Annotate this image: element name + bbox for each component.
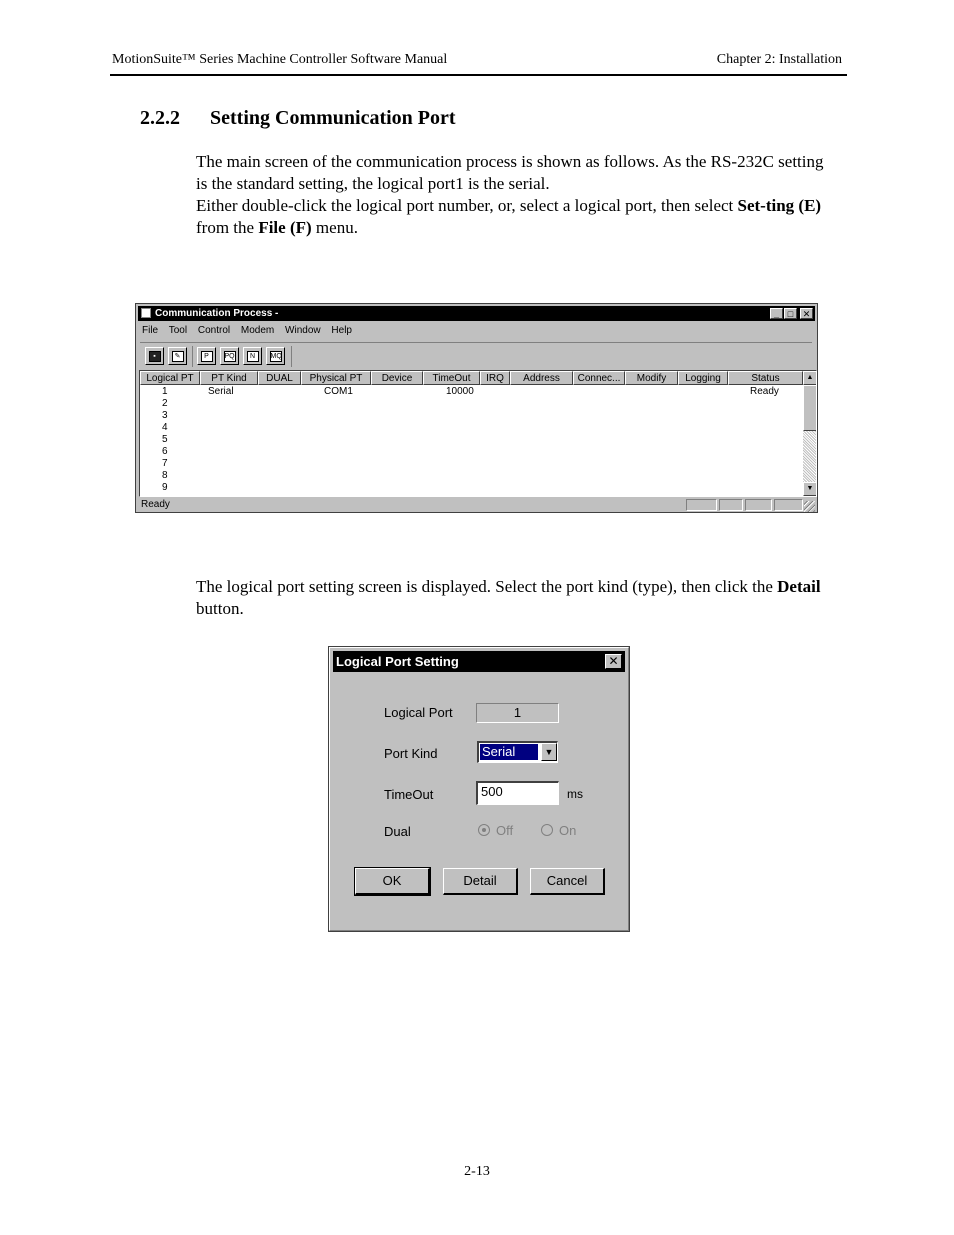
paragraph-intro-from: from the	[196, 218, 259, 237]
cell-status: Ready	[750, 386, 779, 397]
timeout-input[interactable]: 500	[476, 781, 559, 805]
paragraph-dialog-end: button.	[196, 599, 244, 618]
vertical-scrollbar[interactable]	[803, 371, 817, 496]
paragraph-dialog-text: The logical port setting screen is displayed. Select the port kind (type), then click the	[196, 577, 778, 596]
cell-physical-pt: COM1	[324, 386, 353, 397]
menu-control[interactable]: Control	[197, 325, 231, 336]
col-irq[interactable]: IRQ	[480, 371, 510, 385]
menu-bar	[142, 325, 360, 336]
setting-menu-ref: Set-ting (E)	[737, 196, 822, 215]
window-title: Communication Process -	[155, 308, 279, 319]
col-logical-pt[interactable]: Logical PT	[140, 371, 200, 385]
col-pt-kind[interactable]: PT Kind	[200, 371, 258, 385]
minimize-icon[interactable]: _	[770, 308, 783, 319]
section-title: Setting Communication Port	[210, 107, 456, 129]
cell-logical-pt: 1	[162, 386, 168, 397]
communication-process-window	[135, 303, 818, 513]
status-panel	[686, 499, 717, 511]
paragraph-intro-end: menu.	[311, 218, 358, 237]
list-item[interactable]: 6	[162, 446, 168, 457]
status-panel	[774, 499, 803, 511]
col-timeout[interactable]: TimeOut	[423, 371, 480, 385]
port-kind-value: Serial	[480, 744, 538, 760]
timeout-unit: ms	[567, 787, 583, 801]
status-text: Ready	[141, 499, 170, 510]
header-rule	[110, 74, 847, 76]
p-icon[interactable]: P	[197, 347, 216, 365]
maximize-icon[interactable]: □	[784, 308, 797, 319]
dual-label: Dual	[384, 824, 411, 839]
list-item[interactable]: 2	[162, 398, 168, 409]
page-number: 2-13	[464, 1164, 490, 1179]
cell-timeout: 10000	[446, 386, 474, 397]
resize-grip-icon[interactable]	[804, 501, 815, 512]
menu-window[interactable]: Window	[285, 325, 321, 336]
section-number: 2.2.2	[140, 107, 180, 129]
chevron-down-icon[interactable]: ▼	[541, 743, 557, 761]
col-physical-pt[interactable]: Physical PT	[301, 371, 371, 385]
section-heading	[140, 107, 456, 130]
scroll-down-icon[interactable]: ▼	[803, 482, 817, 496]
scroll-thumb[interactable]	[803, 385, 817, 431]
detail-button[interactable]: Detail	[443, 868, 518, 895]
logical-port-label: Logical Port	[384, 705, 453, 720]
mq-icon[interactable]: MQ	[266, 347, 285, 365]
list-item[interactable]: 7	[162, 458, 168, 469]
col-modify[interactable]: Modify	[625, 371, 678, 385]
dialog-title-bar[interactable]	[333, 651, 625, 672]
cancel-button[interactable]: Cancel	[530, 868, 605, 895]
ok-button[interactable]: OK	[355, 868, 430, 895]
paragraph-dialog	[196, 576, 836, 620]
menu-file[interactable]: File	[142, 325, 159, 336]
menu-help[interactable]: Help	[331, 325, 352, 336]
paragraph-intro-line1: The main screen of the communication process is shown as follows. As the RS-232C setting is the standard setting, the logical port1 is the serial.	[196, 152, 824, 193]
col-device[interactable]: Device	[371, 371, 423, 385]
detail-button-ref: Detail	[777, 577, 821, 596]
file-menu-ref: File (F)	[258, 218, 312, 237]
col-logging[interactable]: Logging	[678, 371, 728, 385]
toolbar	[140, 342, 812, 371]
list-item[interactable]: 9	[162, 482, 168, 493]
save-icon[interactable]: ▪	[145, 347, 164, 365]
list-item[interactable]: 5	[162, 434, 168, 445]
n-icon[interactable]: N	[243, 347, 262, 365]
status-panel	[745, 499, 772, 511]
app-icon	[141, 308, 151, 318]
paragraph-intro	[196, 151, 836, 239]
logical-port-list[interactable]	[139, 370, 817, 497]
scroll-track[interactable]	[803, 431, 817, 482]
dual-on-label: On	[559, 823, 577, 838]
close-icon[interactable]: ✕	[605, 654, 622, 669]
edit-icon[interactable]: ✎	[168, 347, 187, 365]
scroll-up-icon[interactable]: ▲	[803, 371, 817, 385]
logical-port-field: 1	[476, 703, 559, 723]
dual-off-label: Off	[496, 823, 514, 838]
cell-pt-kind: Serial	[208, 386, 234, 397]
dialog-title: Logical Port Setting	[336, 654, 459, 669]
list-item[interactable]: 3	[162, 410, 168, 421]
menu-modem[interactable]: Modem	[240, 325, 275, 336]
list-item[interactable]: 4	[162, 422, 168, 433]
col-connec[interactable]: Connec...	[573, 371, 625, 385]
status-bar	[139, 498, 815, 512]
paragraph-intro-line2: Either double-click the logical port number, or, select a logical port, then select	[196, 196, 738, 215]
status-panel	[719, 499, 743, 511]
window-title-bar[interactable]	[138, 306, 815, 321]
list-item[interactable]: 8	[162, 470, 168, 481]
port-kind-label: Port Kind	[384, 746, 438, 761]
col-status[interactable]: Status	[728, 371, 803, 385]
running-header-chapter: Chapter 2: Installation	[716, 52, 842, 67]
close-icon[interactable]: ✕	[800, 308, 813, 319]
port-kind-select[interactable]	[477, 741, 558, 763]
pq-icon[interactable]: PQ	[220, 347, 239, 365]
col-dual[interactable]: DUAL	[258, 371, 301, 385]
dual-off-radio[interactable]	[478, 824, 490, 836]
timeout-label: TimeOut	[384, 787, 434, 802]
col-address[interactable]: Address	[510, 371, 573, 385]
menu-tool[interactable]: Tool	[168, 325, 188, 336]
running-header-title: MotionSuite™ Series Machine Controller Software Manual	[112, 52, 448, 67]
dual-on-radio[interactable]	[541, 824, 553, 836]
